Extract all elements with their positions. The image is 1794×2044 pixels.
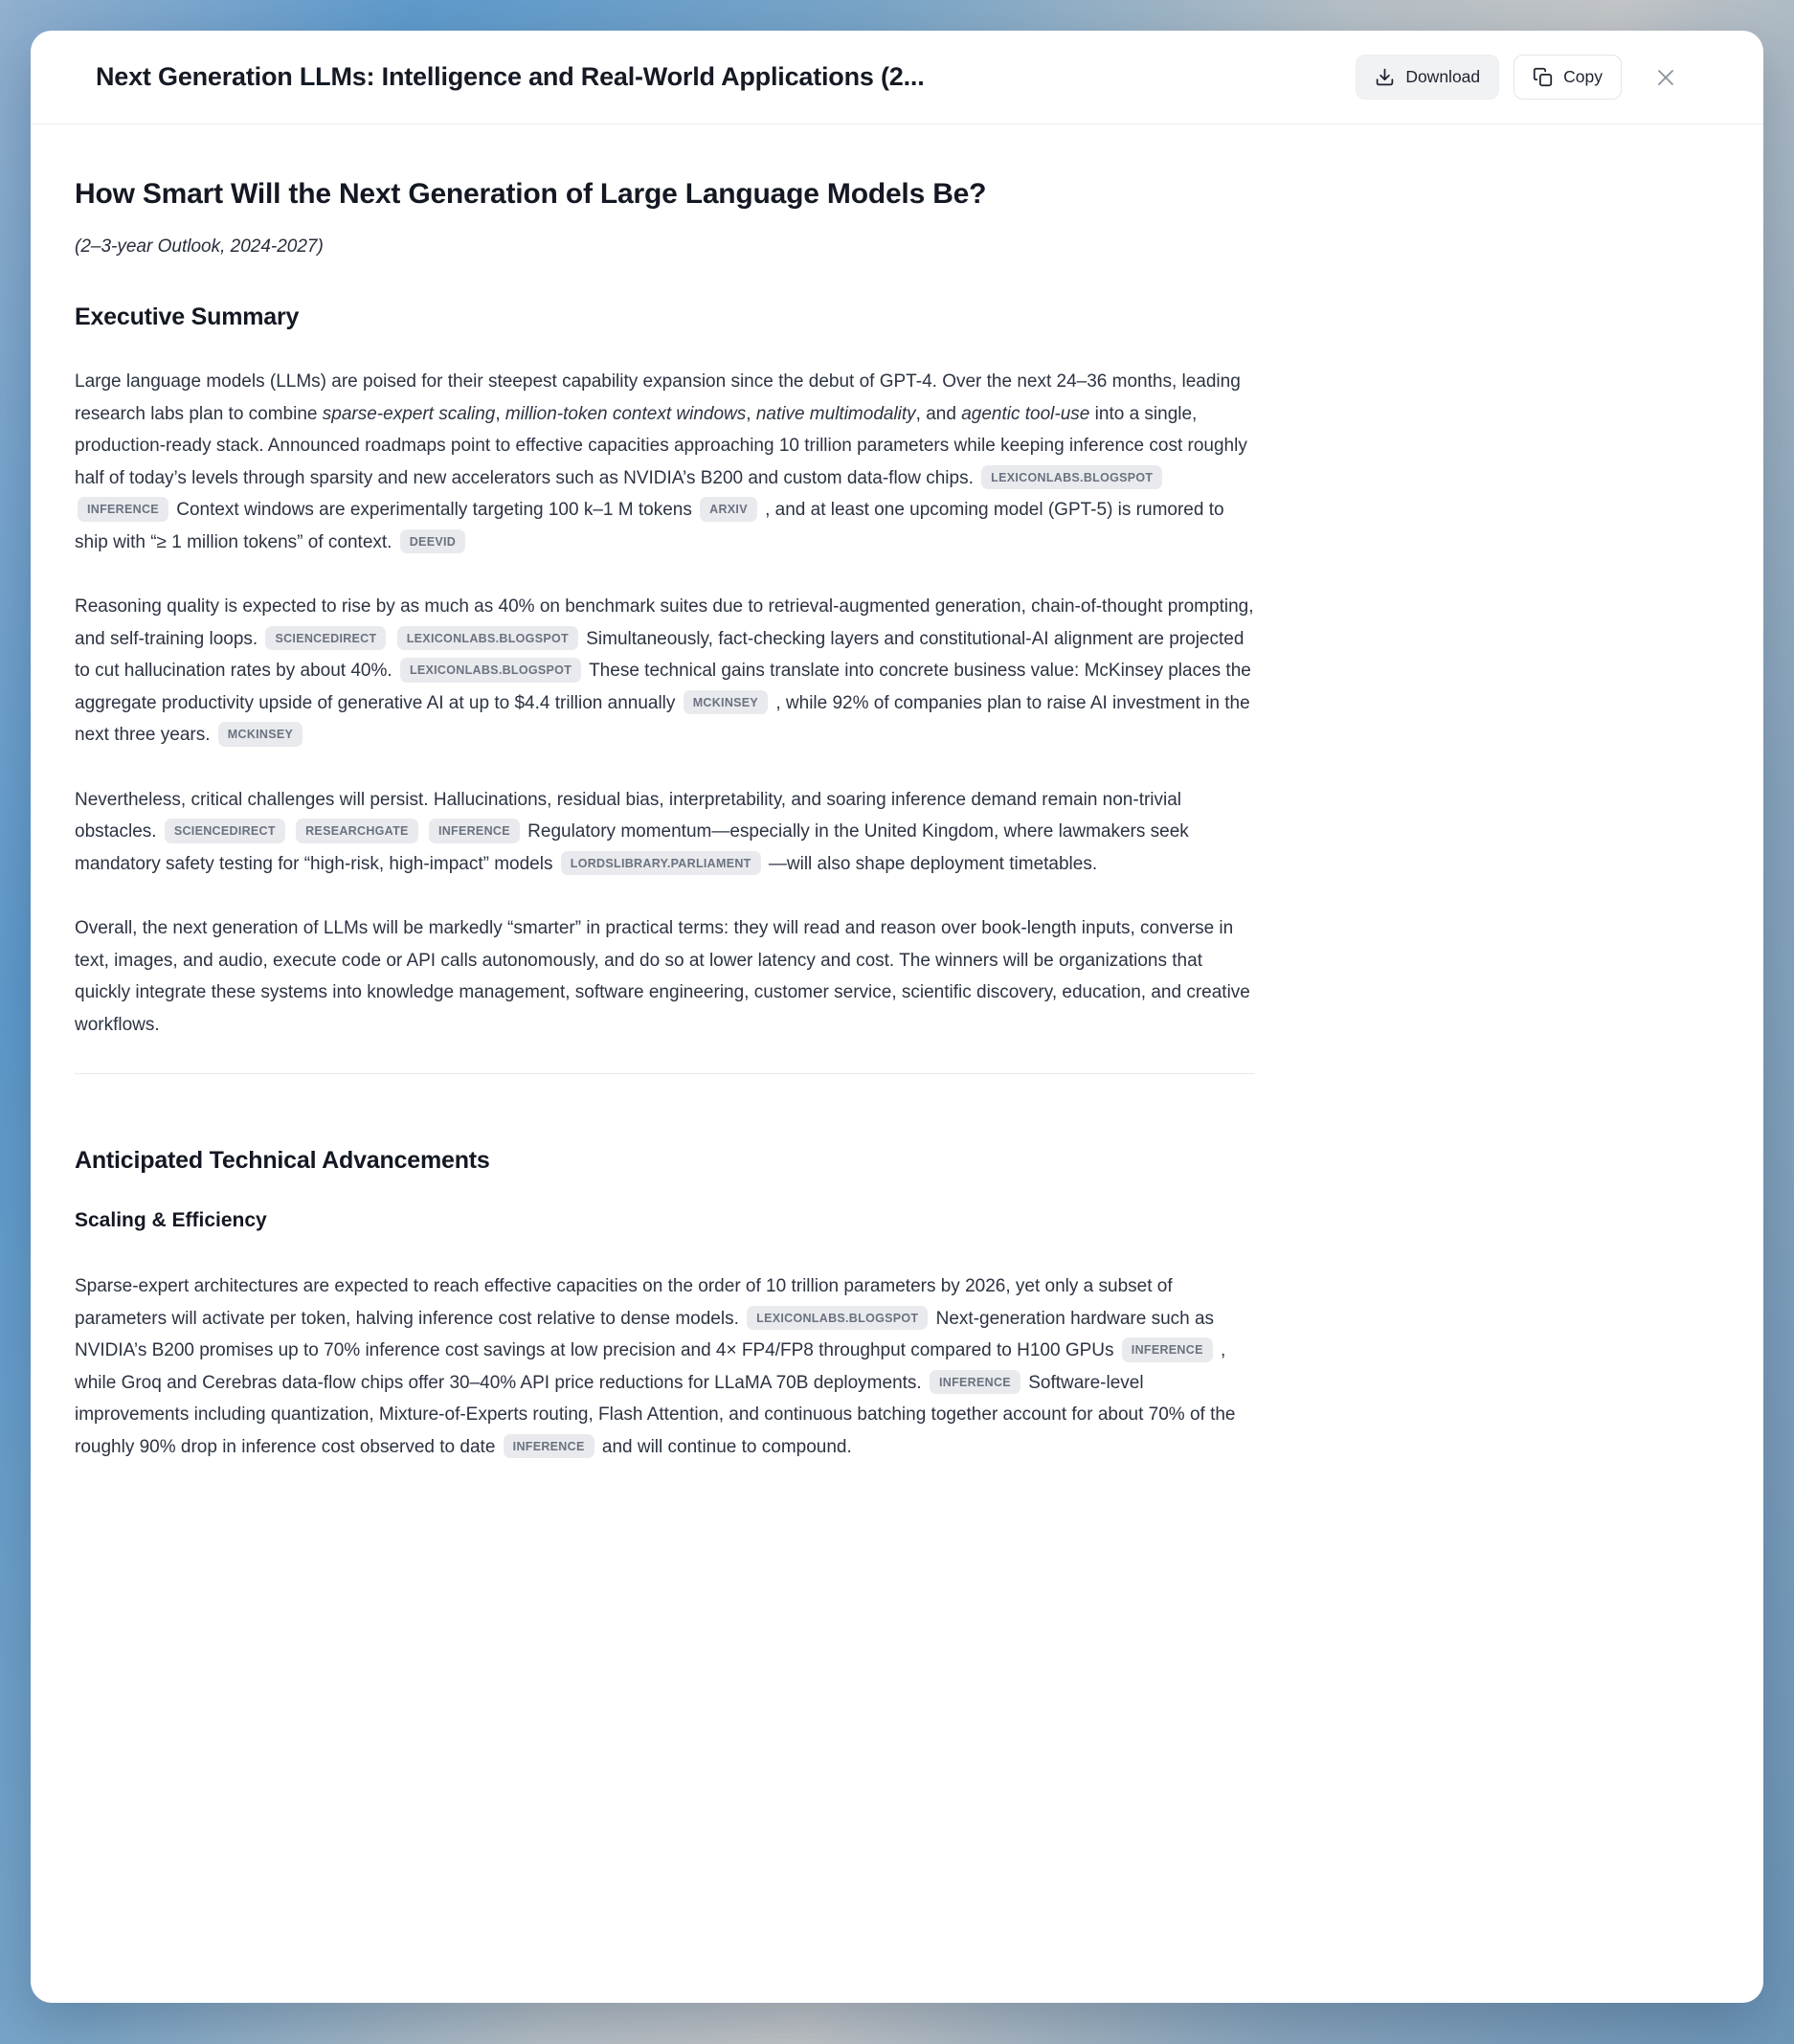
paragraph: Sparse-expert architectures are expected to reach effective capacities on the order of 10 trillion parameters by 2026, yet only a subset of parameters will activate per token, halving inference cost relative to dense models. LEXICONLABS.BLOGSPOT Next-generation hardware such as NVIDIA’s B200 promises up to 70% inference cost savings at low precision and 4× FP4/FP8 throughput compared to H100 GPUs INFERENCE , while Groq and Cerebras data-flow chips offer 30–40% API price reductions for LLaMA 70B deployments. INFERENCE Software-level improvements including quantization, Mixture-of-Experts routing, Flash Attention, and continuous batching together account for about 70% of the roughly 90% drop in inference cost observed to date INFERENCE and will continue to compound. xyxy=(75,1276,1236,1457)
section-divider xyxy=(75,1073,1254,1074)
citation-badge[interactable]: LEXICONLABS.BLOGSPOT xyxy=(747,1306,928,1331)
subsection-heading: Scaling & Efficiency xyxy=(75,1209,267,1231)
viewer-content xyxy=(31,124,1763,1538)
close-button[interactable] xyxy=(1648,60,1683,95)
document-viewer-panel xyxy=(31,31,1763,2003)
citation-badge[interactable]: SCIENCEDIRECT xyxy=(265,626,386,651)
emphasis-text: sparse-expert scaling xyxy=(322,403,496,424)
emphasis-text: million-token context windows xyxy=(505,403,747,424)
citation-badge[interactable]: MCKINSEY xyxy=(218,722,303,747)
download-button[interactable] xyxy=(1356,55,1499,100)
citation-badge[interactable]: ARXIV xyxy=(700,497,757,522)
section-heading: Executive Summary xyxy=(75,303,300,330)
download-button-label: Download xyxy=(1405,67,1481,86)
copy-button[interactable] xyxy=(1514,55,1622,100)
page-subtitle: (2–3-year Outlook, 2024-2027) xyxy=(75,236,324,257)
copy-button-label: Copy xyxy=(1563,67,1603,86)
citation-badge[interactable]: INFERENCE xyxy=(504,1434,594,1459)
citation-badge[interactable]: LEXICONLABS.BLOGSPOT xyxy=(397,626,578,651)
section-heading: Anticipated Technical Advancements xyxy=(75,1147,490,1174)
paragraph: Large language models (LLMs) are poised for their steepest capability expansion since the debut of GPT-4. Over the next 24–36 months, leading research labs plan to combine sparse-expert scaling, million-token context windows, native multimodality, and agentic tool-use into a single, production-ready stack. Announced roadmaps point to effective capacities approaching 10 trillion parameters while keeping inference cost roughly half of today’s levels through sparsity and new accelerators such as NVIDIA’s B200 and custom data-flow chips. LEXICONLABS.BLOGSPOT INFERENCE Context windows are experimentally targeting 100 k–1 M tokens ARXIV , and at least one upcoming model (GPT-5) is rumored to ship with “≥ 1 million tokens” of context. DEEVID xyxy=(75,371,1247,552)
citation-badge[interactable]: INFERENCE xyxy=(78,497,168,522)
citation-badge[interactable]: MCKINSEY xyxy=(684,690,768,715)
citation-badge[interactable]: INFERENCE xyxy=(930,1370,1020,1395)
close-icon xyxy=(1654,66,1677,89)
citation-badge[interactable]: SCIENCEDIRECT xyxy=(165,819,285,843)
copy-icon xyxy=(1533,67,1553,87)
paragraph: Overall, the next generation of LLMs will be markedly “smarter” in practical terms: they will read and reason over book-length inputs, converse in text, images, and audio, execute code or API calls autonomously, and do so at lower latency and cost. The winners will be organizations that quickly integrate these systems into knowledge management, software engineering, customer service, scientific discovery, education, and creative workflows. xyxy=(75,918,1250,1035)
citation-badge[interactable]: LORDSLIBRARY.PARLIAMENT xyxy=(561,851,761,876)
citation-badge[interactable]: LEXICONLABS.BLOGSPOT xyxy=(400,658,581,683)
viewer-title: Next Generation LLMs: Intelligence and Real-World Applications (2... xyxy=(96,62,925,91)
emphasis-text: agentic tool-use xyxy=(961,403,1090,424)
paragraph: Reasoning quality is expected to rise by as much as 40% on benchmark suites due to retrieval-augmented generation, chain-of-thought prompting, and self-training loops. SCIENCEDIRECT LEXICONLABS.BLOGSPOT Simultaneously, fact-checking layers and constitutional-AI alignment are projected to cut hallucination rates by about 40%. LEXICONLABS.BLOGSPOT These technical gains translate into concrete business value: McKinsey places the aggregate productivity upside of generative AI at up to $4.4 trillion annually MCKINSEY , while 92% of companies plan to raise AI investment in the next three years. MCKINSEY xyxy=(75,596,1254,745)
paragraph: Nevertheless, critical challenges will persist. Hallucinations, residual bias, interpretability, and soaring inference demand remain non-trivial obstacles. SCIENCEDIRECT RESEARCHGATE INFERENCE Regulatory momentum—especially in the United Kingdom, where lawmakers seek mandatory safety testing for “high-risk, high-impact” models LORDSLIBRARY.PARLIAMENT —will also shape deployment timetables. xyxy=(75,789,1189,874)
page-title: How Smart Will the Next Generation of Large Language Models Be? xyxy=(75,178,987,210)
citation-badge[interactable]: INFERENCE xyxy=(429,819,520,843)
emphasis-text: native multimodality xyxy=(755,403,916,424)
document-body xyxy=(75,178,1254,1463)
download-icon xyxy=(1375,67,1395,87)
citation-badge[interactable]: INFERENCE xyxy=(1122,1337,1213,1362)
viewer-header xyxy=(31,31,1763,124)
citation-badge[interactable]: RESEARCHGATE xyxy=(296,819,418,843)
citation-badge[interactable]: DEEVID xyxy=(400,529,465,554)
citation-badge[interactable]: LEXICONLABS.BLOGSPOT xyxy=(981,465,1162,490)
